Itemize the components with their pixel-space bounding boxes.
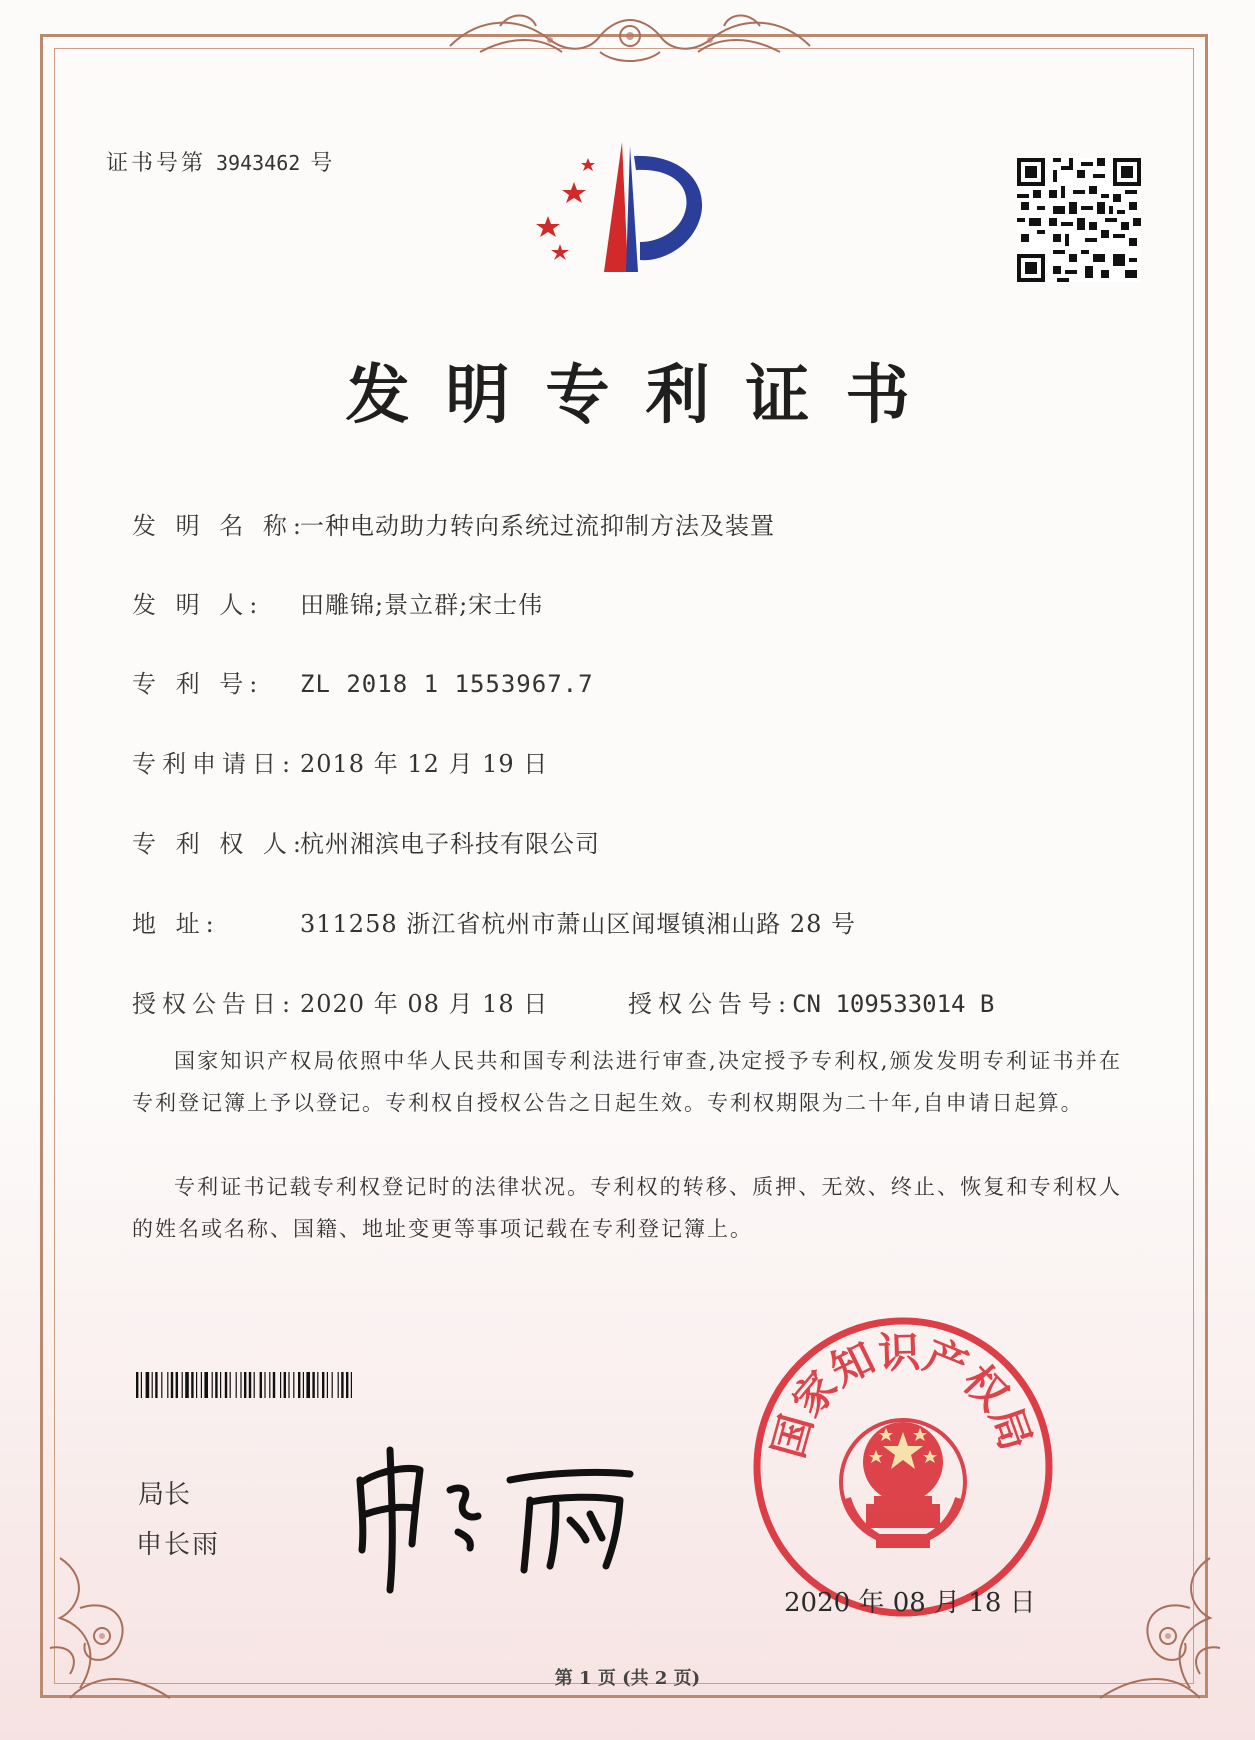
patentee-label: 专 利 权 人: <box>132 830 307 858</box>
invention-name-row <box>132 506 775 541</box>
patent-number-row <box>132 664 594 699</box>
address-row <box>132 904 856 939</box>
grant-publication-number-value: CN 109533014 B <box>792 990 995 1018</box>
barcode <box>136 1372 468 1398</box>
patent-number-label: 专 利 号: <box>132 670 264 698</box>
grant-date-label: 授权公告日: <box>132 990 297 1018</box>
patentee-value: 杭州湘滨电子科技有限公司 <box>300 830 600 858</box>
director-name: 申长雨 <box>136 1530 221 1560</box>
cnipa-emblem-icon <box>530 132 730 296</box>
director-title: 局长 <box>138 1480 191 1510</box>
patentee-row <box>132 824 600 859</box>
seal-text: 国家知识产权局 <box>763 1327 1041 1464</box>
top-ornament <box>440 6 820 70</box>
page-indicator: 第 1 页 (共 2 页) <box>554 1668 701 1689</box>
grant-publication-number <box>628 984 994 1019</box>
grant-date-row <box>132 984 548 1019</box>
certificate-number: 证书号第 3943462 号 <box>106 151 336 176</box>
grant-publication-number-label: 授权公告号: <box>628 990 793 1018</box>
patent-number-value: ZL 2018 1 1553967.7 <box>300 670 594 698</box>
official-seal <box>748 1312 1058 1626</box>
qr-code <box>1017 158 1141 282</box>
filing-date-value: 2018 年 12 月 19 日 <box>300 750 549 778</box>
seal-date: 2020 年 08 月 18 日 <box>784 1588 1036 1618</box>
invention-name-label: 发 明 名 称: <box>132 512 307 540</box>
legal-status-paragraph: 专利证书记载专利权登记时的法律状况。专利权的转移、质押、无效、终止、恢复和专利权人的姓名或名称、国籍、地址变更等事项记载在专利登记簿上。 <box>132 1175 1122 1241</box>
filing-date-row <box>132 744 548 779</box>
inventors-row <box>132 585 543 620</box>
address-label: 地 址: <box>132 910 220 938</box>
grant-date-value: 2020 年 08 月 18 日 <box>300 990 549 1018</box>
grant-statement-paragraph: 国家知识产权局依照中华人民共和国专利法进行审查,决定授予专利权,颁发发明专利证书并在专利登记簿上予以登记。专利权自授权公告之日起生效。专利权期限为二十年,自申请日起算。 <box>132 1049 1122 1115</box>
inventors-label: 发 明 人: <box>132 591 264 619</box>
filing-date-label: 专利申请日: <box>132 750 297 778</box>
certificate-title: 发明专利证书 <box>345 358 946 433</box>
address-value: 311258 浙江省杭州市萧山区闻堰镇湘山路 28 号 <box>300 910 857 938</box>
invention-name-value: 一种电动助力转向系统过流抑制方法及装置 <box>300 512 775 540</box>
handwritten-signature <box>350 1440 650 1604</box>
inventors-value: 田雕锦;景立群;宋士伟 <box>300 591 544 619</box>
